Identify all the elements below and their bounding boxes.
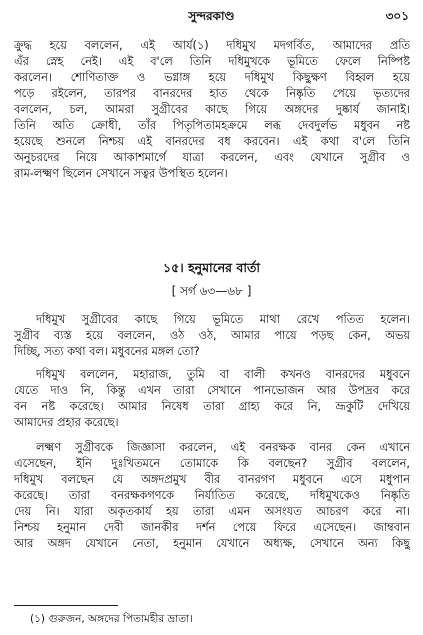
text-line: যেতে দাও নি, কিন্তু এখন তারা সেখানে পানভোজন আর উপদ্রব করে	[14, 384, 410, 397]
text-line: দেয় নি। যারা অকৃতকার্য হয় তারা এমন অসংযত আচরণ করে না।	[14, 505, 410, 518]
text-line: নিশ্চয় হনুমান দেবী জানকীর দর্শন পেয়ে ফিরে এসেছেন। জাম্ববান	[14, 521, 410, 534]
text-line: বন নষ্ট করেছে। আমার নিষেধ তারা গ্রাহ্য করে নি, ভ্রূকুটি দেখিয়ে	[14, 400, 410, 413]
text-line: এঁর স্নেহ নেই। এই ব'লে তিনি দধিমুখকে ভূমিতে ফেলে নিষ্পিষ্ট	[14, 55, 410, 68]
text-line: সুগ্রীব ব্যস্ত হয়ে বললেন, ওঠ ওঠ, আমার পায়ে পড়ছ কেন, অভয়	[14, 329, 410, 342]
text-line: করলেন। শোণিতাক্ত ও ভগ্নাঙ্গ হয়ে দধিমুখ কিছুক্ষণ বিহ্বল হয়ে	[14, 71, 410, 84]
text-line: হয়েছে শুনলে নিশ্চয় এই বানরদের বধ করবেন। এই কথা ব'লে তিনি	[14, 135, 410, 148]
text-line: আর অঙ্গদ যেখানে নেতা, হনুমান যেখানে অধ্যক্ষ, সেখানে অন্য কিছু	[14, 537, 410, 550]
text-line: দধিমুখ বললেন, মহারাজ, তুমি বা বালী কখনও বানরদের মধুবনে	[36, 368, 410, 381]
text-line: দধিমুখ বলছেন যে অঙ্গদপ্রমুখ বীর বানরগণ মধুবনে এসে মধুপান	[14, 473, 410, 486]
text-line: পড়ে রইলেন, তারপর বানরদের হাত থেকে নিষ্কৃতি পেয়ে ভৃত্যদের	[14, 87, 410, 100]
page-number: ৩০১	[385, 9, 409, 23]
footnote-rule	[14, 605, 118, 606]
text-line: লক্ষ্মণ সুগ্রীবকে জিজ্ঞাসা করলেন, এই বনরক্ষক বানর কেন এখানে	[36, 441, 410, 454]
text-line: রাম-লক্ষ্মণ ছিলেন সেখানে সত্বর উপস্থিত হলেন।	[14, 167, 228, 180]
text-line: করেছে। তারা বনরক্ষকগণকে নির্যাতিত করেছে, দধিমুখকেও নিষ্কৃতি	[14, 489, 410, 502]
text-line: বললেন, চল, আমরা সুগ্রীবের কাছে গিয়ে অঙ্গদের দুষ্কার্য জানাই।	[14, 103, 410, 116]
footnote: (১) গুরুজন, অঙ্গদের পিতামহীর ভ্রাতা।	[30, 613, 193, 625]
text-line: ক্রুদ্ধ হয়ে বললেন, এই আর্য(১) দধিমুখ মদগর্বিত, আমাদের প্রতি	[14, 39, 410, 52]
running-header	[0, 6, 423, 26]
running-header-title: সুন্দরকাণ্ড	[188, 9, 235, 23]
text-line: এসেছেন, ইনি দুঃখিতমনে তোমাকে কি বলছেন? সুগ্রীব বললেন,	[14, 457, 410, 470]
section-title: ১৫। হনুমানের বার্তা	[163, 260, 260, 275]
text-line: দিচ্ছি, সত্য কথা বল। মধুবনের মঙ্গল তো?	[14, 345, 200, 358]
text-line: আমাদের প্রহার করেছে।	[14, 416, 119, 429]
text-line: তিনি অতি ক্রোধী, তাঁর পিতৃপিতামহক্রমে লব্ধ দেবদুর্লভ মধুবন নষ্ট	[14, 119, 410, 132]
text-line: দধিমুখ সুগ্রীবের কাছে গিয়ে ভূমিতে মাথা রেখে পতিত হলেন।	[36, 313, 410, 326]
sarga-range: [ সর্গ ৬৩—৬৮ ]	[171, 284, 252, 298]
text-line: অনুচরদের নিয়ে আকাশমার্গে যাত্রা করলেন, এবং যেখানে সুগ্রীব ও	[14, 151, 410, 164]
